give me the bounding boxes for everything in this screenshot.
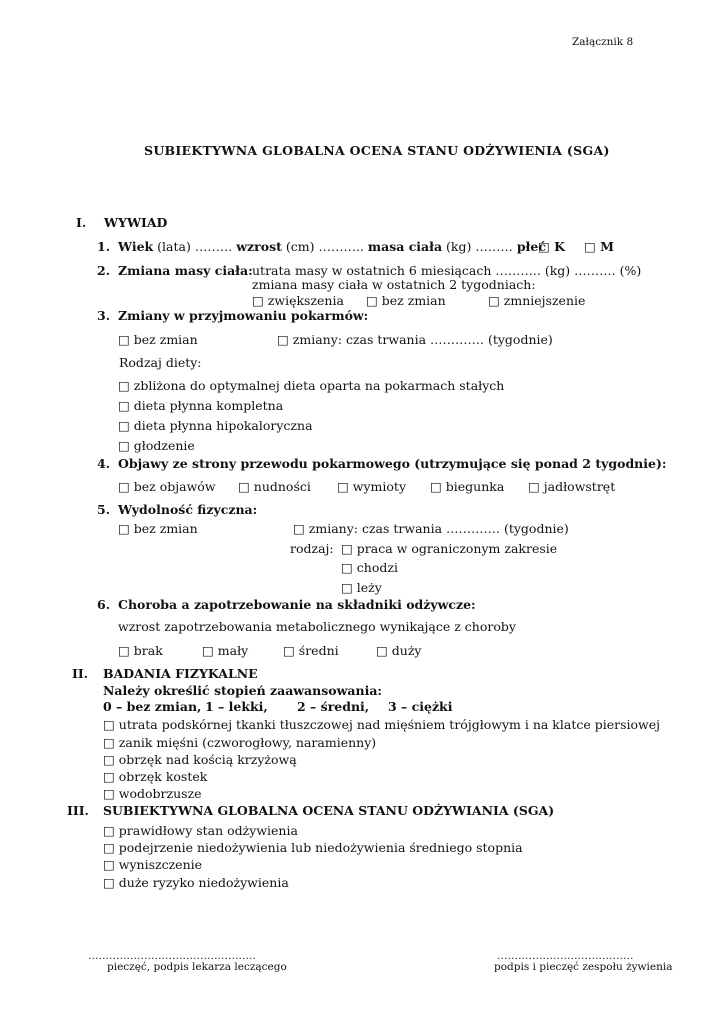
checkbox-ankle-edema[interactable]: □ obrzęk kostek — [103, 769, 208, 784]
height-label: wzrost — [236, 239, 282, 254]
diet-type-label: Rodzaj diety: — [119, 355, 202, 370]
signature-line-right[interactable]: ………………………………… — [497, 950, 634, 962]
checkbox-capacity-change[interactable]: □ zmiany: czas trwania …………. (tygodnie) — [293, 521, 569, 536]
checkbox-diet-solid[interactable]: □ zbliżona do optymalnej dieta oparta na pokarmach stałych — [118, 378, 505, 393]
checkbox-diet-liquid-hypocaloric[interactable]: □ dieta płynna hipokaloryczna — [118, 418, 313, 433]
checkbox-no-symptoms[interactable]: □ bez objawów — [118, 479, 216, 494]
checkbox-ascites[interactable]: □ wodobrzusze — [103, 786, 202, 801]
checkbox-high-risk[interactable]: □ duże ryzyko niedożywienia — [103, 875, 289, 890]
q2-label: Zmiana masy ciała: — [118, 263, 253, 278]
checkbox-no-change[interactable]: □ bez zmian — [366, 293, 446, 308]
checkbox-intake-no-change[interactable]: □ bez zmian — [118, 332, 198, 347]
q5-number: 5. — [97, 502, 111, 517]
checkbox-nausea[interactable]: □ nudności — [238, 479, 311, 494]
scale-2: 2 – średni, — [297, 699, 370, 714]
checkbox-large[interactable]: □ duży — [376, 643, 422, 658]
weight-change-2w-line: zmiana masy ciała w ostatnich 2 tygodniach: — [252, 277, 536, 292]
sex-label: płeć — [516, 239, 546, 254]
signature-caption-left: pieczęć, podpis lekarza leczącego — [107, 961, 287, 973]
q1-line — [118, 239, 546, 254]
checkbox-decrease[interactable]: □ zmniejszenie — [488, 293, 586, 308]
section-1-title: WYWIAD — [104, 215, 168, 230]
weight-field[interactable]: (kg) ……… — [442, 239, 517, 254]
q6-description: wzrost zapotrzebowania metabolicznego wynikające z choroby — [118, 619, 516, 634]
checkbox-starvation[interactable]: □ głodzenie — [118, 438, 195, 453]
scale-1: 1 – lekki, — [205, 699, 268, 714]
checkbox-sacral-edema[interactable]: □ obrzęk nad kością krzyżową — [103, 752, 297, 767]
section-2-title: BADANIA FIZYKALNE — [103, 666, 258, 681]
section-3-title: SUBIEKTYWNA GLOBALNA OCENA STANU ODŻYWIANIA (SGA) — [103, 803, 555, 818]
capacity-kind-label: rodzaj: — [290, 541, 334, 556]
checkbox-bedridden[interactable]: □ leży — [341, 580, 382, 595]
checkbox-small[interactable]: □ mały — [202, 643, 249, 658]
checkbox-increase[interactable]: □ zwiększenia — [252, 293, 344, 308]
section-3-number: III. — [67, 803, 89, 818]
age-label: Wiek — [118, 239, 154, 254]
q3-label: Zmiany w przyjmowaniu pokarmów: — [118, 308, 369, 323]
weight-label: masa ciała — [367, 239, 443, 254]
section-2-instruction: Należy określić stopień zaawansowania: — [103, 683, 383, 698]
checkbox-medium[interactable]: □ średni — [283, 643, 339, 658]
q4-number: 4. — [97, 456, 111, 471]
checkbox-vomiting[interactable]: □ wymioty — [337, 479, 407, 494]
checkbox-walks[interactable]: □ chodzi — [341, 560, 398, 575]
checkbox-intake-change[interactable]: □ zmiany: czas trwania …………. (tygodnie) — [277, 332, 553, 347]
q6-label: Choroba a zapotrzebowanie na składniki odżywcze: — [118, 597, 476, 612]
document-title: SUBIEKTYWNA GLOBALNA OCENA STANU ODŻYWIENIA (SGA) — [144, 143, 610, 158]
signature-line-left[interactable]: ………………………………………… — [88, 950, 256, 962]
checkbox-none[interactable]: □ brak — [118, 643, 163, 658]
section-2-number: II. — [72, 666, 89, 681]
q3-number: 3. — [97, 308, 111, 323]
checkbox-muscle-wasting[interactable]: □ zanik mięśni (czworogłowy, naramienny) — [103, 735, 377, 750]
q1-number: 1. — [97, 239, 111, 254]
sex-checkbox-k[interactable]: □ K — [538, 239, 566, 254]
checkbox-suspected-malnutrition[interactable]: □ podejrzenie niedożywienia lub niedożywienia średniego stopnia — [103, 840, 523, 855]
q6-number: 6. — [97, 597, 111, 612]
checkbox-diarrhea[interactable]: □ biegunka — [430, 479, 505, 494]
checkbox-capacity-no-change[interactable]: □ bez zmian — [118, 521, 198, 536]
annex-label: Załącznik 8 — [572, 36, 634, 48]
q5-label: Wydolność fizyczna: — [118, 502, 258, 517]
q2-number: 2. — [97, 263, 111, 278]
sex-checkbox-m[interactable]: □ M — [584, 239, 614, 254]
checkbox-diet-liquid-complete[interactable]: □ dieta płynna kompletna — [118, 398, 284, 413]
scale-0: 0 – bez zmian, — [103, 699, 202, 714]
age-field[interactable]: (lata) ……… — [153, 239, 237, 254]
q4-label: Objawy ze strony przewodu pokarmowego (utrzymujące się ponad 2 tygodnie): — [118, 456, 667, 471]
checkbox-well-nourished[interactable]: □ prawidłowy stan odżywienia — [103, 823, 298, 838]
scale-3: 3 – ciężki — [388, 699, 453, 714]
checkbox-anorexia[interactable]: □ jadłowstręt — [528, 479, 616, 494]
checkbox-cachexia[interactable]: □ wyniszczenie — [103, 857, 203, 872]
checkbox-limited-work[interactable]: □ praca w ograniczonym zakresie — [341, 541, 558, 556]
height-field[interactable]: (cm) ……….. — [281, 239, 368, 254]
signature-caption-right: podpis i pieczęć zespołu żywienia — [494, 961, 673, 973]
weight-loss-6m-line[interactable]: utrata masy w ostatnich 6 miesiącach ……….. (kg) ………. (%) — [252, 263, 642, 278]
section-1-number: I. — [76, 215, 87, 230]
checkbox-fat-loss[interactable]: □ utrata podskórnej tkanki tłuszczowej nad mięśniem trójgłowym i na klatce piersiowej — [103, 717, 661, 732]
